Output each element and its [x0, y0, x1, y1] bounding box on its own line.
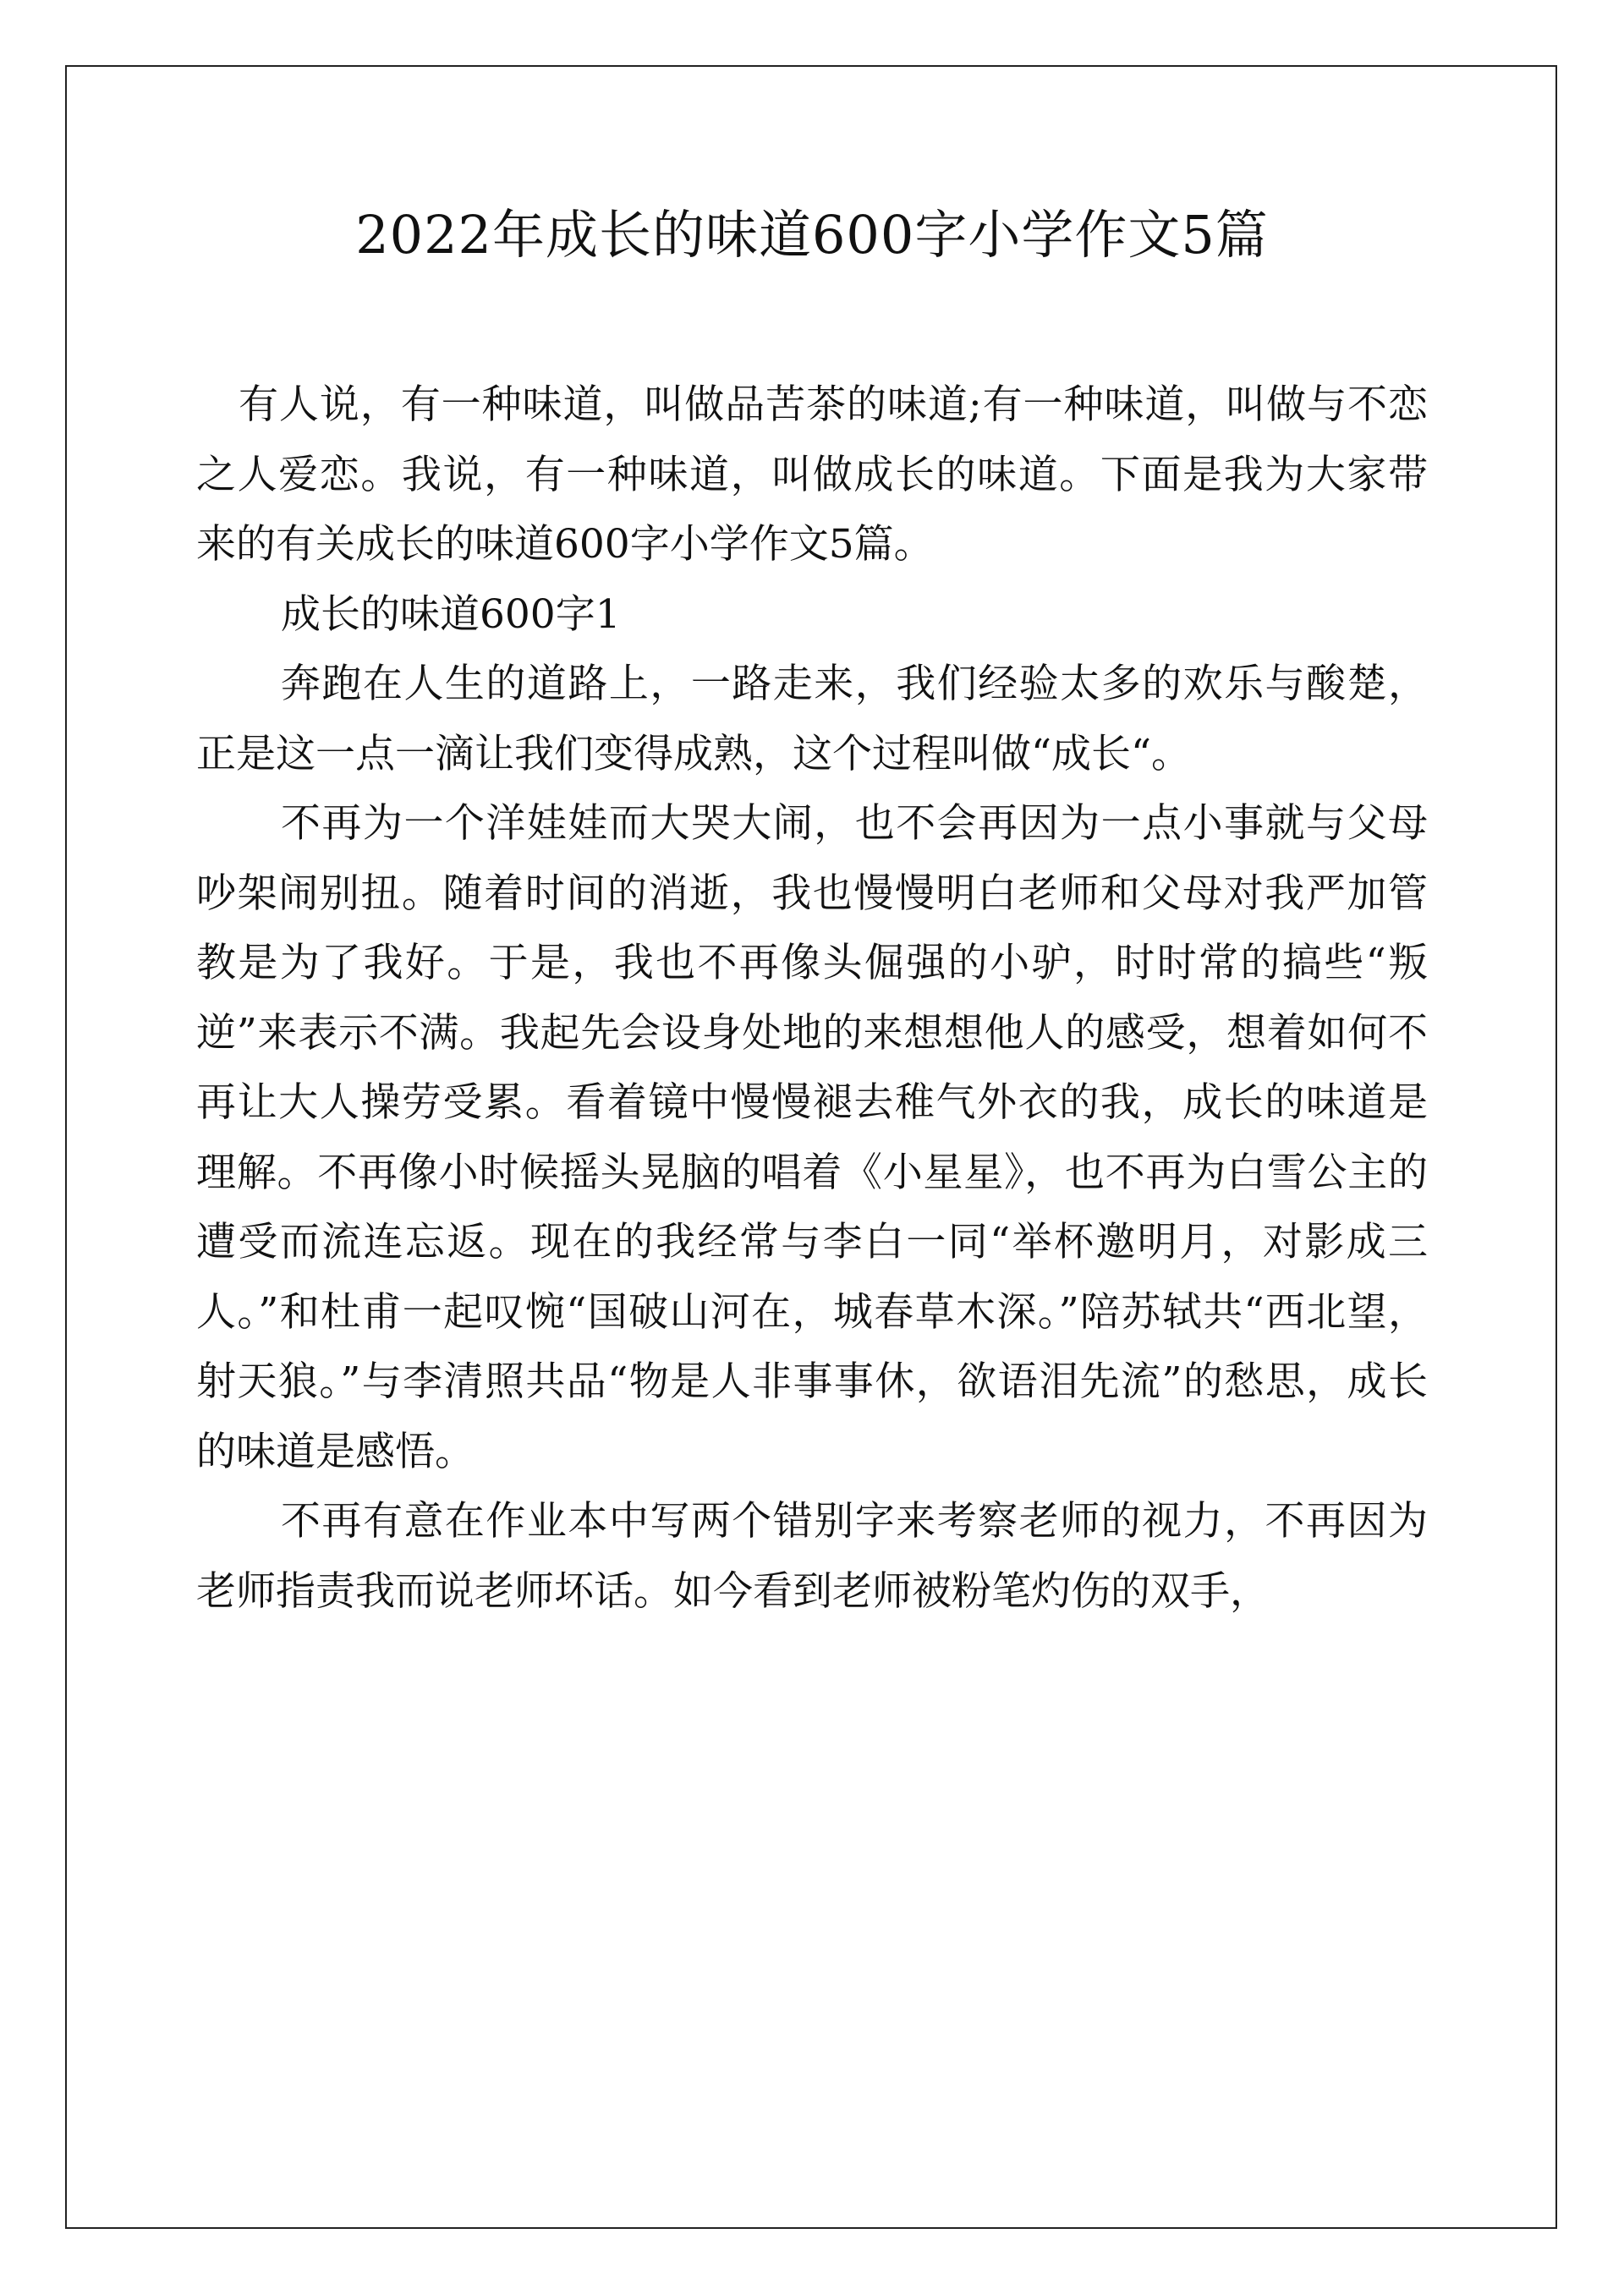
body-paragraph: 不再为一个洋娃娃而大哭大闹，也不会再因为一点小事就与父母吵架闹别扭。随着时间的消逝，我也慢慢明白老师和父母对我严加管教是为了我好。于是，我也不再像头倔强的小驴，时时常的搞些“叛逆”来表示不满。我起先会设身处地的来想想他人的感受，想着如何不再让大人操劳受累。看着镜中慢慢褪去稚气外衣的我，成长的味道是理解。不再像小时候摇头晃脑的唱着《小星星》，也不再为白雪公主的遭受而流连忘返。现在的我经常与李白一同“举杯邀明月，对影成三人。”和杜甫一起叹惋“国破山河在，城春草木深。”陪苏轼共“西北望，射天狼。”与李清照共品“物是人非事事休，欲语泪先流”的愁思，成长的味道是感悟。	[196, 800, 1428, 1475]
essay-heading: 成长的味道600字1	[281, 590, 621, 638]
intro-paragraph: 有人说，有一种味道，叫做品苦茶的味道;有一种味道，叫做与不恋之人爱恋。我说，有一种味道，叫做成长的味道。下面是我为大家带来的有关成长的味道600字小学作文5篇。	[196, 381, 1428, 568]
document-body	[196, 370, 1428, 1627]
document-title: 2022年成长的味道600字小学作文5篇	[355, 204, 1269, 266]
body-paragraph: 奔跑在人生的道路上，一路走来，我们经验太多的欢乐与酸楚，正是这一点一滴让我们变得成熟，这个过程叫做“成长“。	[196, 661, 1428, 777]
body-paragraph: 不再有意在作业本中写两个错别字来考察老师的视力，不再因为老师指责我而说老师坏话。如今看到老师被粉笔灼伤的双手，	[196, 1498, 1428, 1615]
